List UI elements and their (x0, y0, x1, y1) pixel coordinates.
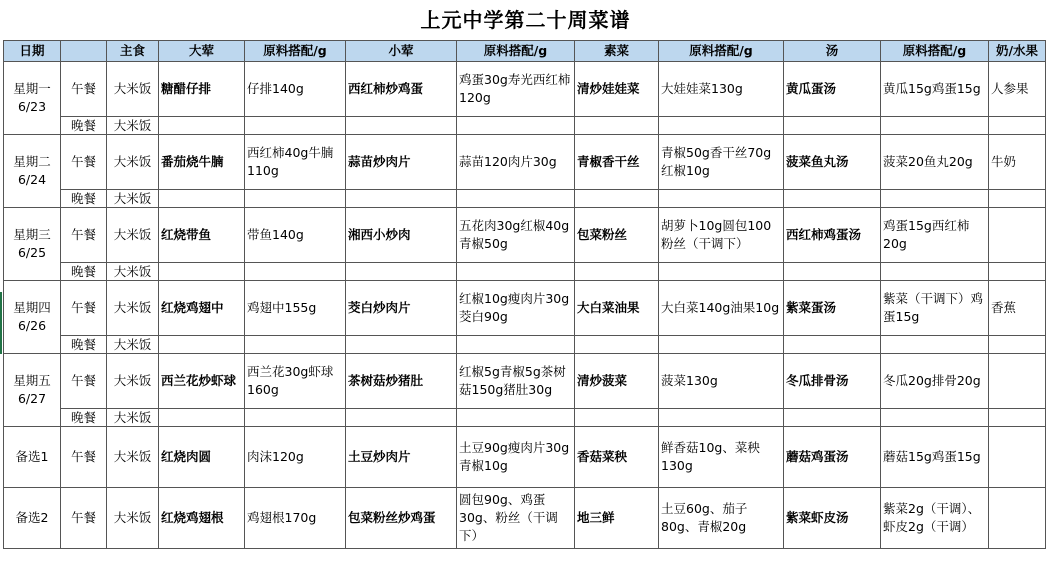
staple-cell[interactable]: 大米饭 (107, 409, 159, 427)
small-meat-ingredients-cell[interactable] (457, 117, 575, 135)
soup-cell[interactable]: 紫菜虾皮汤 (784, 488, 881, 549)
small-meat-cell[interactable] (346, 117, 457, 135)
date-label: 6/27 (17, 391, 47, 406)
table-row (4, 281, 1046, 336)
soup-ingredients-cell[interactable] (881, 263, 989, 281)
vegetable-cell[interactable]: 青椒香干丝 (575, 135, 659, 190)
table-row (4, 62, 1046, 117)
big-meat-cell[interactable] (159, 117, 245, 135)
small-meat-ingredients-cell[interactable]: 五花肉30g红椒40g青椒50g (457, 208, 575, 263)
big-meat-cell[interactable]: 红烧鸡翅根 (159, 488, 245, 549)
header-soup-ingredients[interactable]: 原料搭配/g (881, 41, 989, 62)
small-meat-cell[interactable]: 湘西小炒肉 (346, 208, 457, 263)
vegetable-cell[interactable]: 大白菜油果 (575, 281, 659, 336)
vegetable-ingredients-cell[interactable]: 青椒50g香干丝70g红椒10g (659, 135, 784, 190)
table-row (4, 208, 1046, 263)
milk-fruit-cell[interactable]: 香蕉 (989, 281, 1046, 336)
header-small-meat-ingredients[interactable]: 原料搭配/g (457, 41, 575, 62)
staple-cell[interactable]: 大米饭 (107, 281, 159, 336)
table-row (4, 354, 1046, 409)
small-meat-ingredients-cell[interactable]: 圆包90g、鸡蛋30g、粉丝（干调下） (457, 488, 575, 549)
small-meat-cell[interactable] (346, 336, 457, 354)
weekday-label: 星期五 (13, 373, 51, 388)
small-meat-cell[interactable]: 西红柿炒鸡蛋 (346, 62, 457, 117)
header-vegetable[interactable]: 素菜 (575, 41, 659, 62)
small-meat-ingredients-cell[interactable] (457, 263, 575, 281)
day-cell[interactable] (4, 354, 61, 427)
big-meat-ingredients-cell[interactable]: 鸡翅根170g (245, 488, 346, 549)
vegetable-cell[interactable]: 地三鲜 (575, 488, 659, 549)
small-meat-cell[interactable]: 茶树菇炒猪肚 (346, 354, 457, 409)
milk-fruit-cell[interactable] (989, 263, 1046, 281)
staple-cell[interactable]: 大米饭 (107, 263, 159, 281)
staple-cell[interactable]: 大米饭 (107, 354, 159, 409)
big-meat-ingredients-cell[interactable]: 仔排140g (245, 62, 346, 117)
staple-cell[interactable]: 大米饭 (107, 135, 159, 190)
milk-fruit-cell[interactable] (989, 336, 1046, 354)
vegetable-cell[interactable]: 清炒娃娃菜 (575, 62, 659, 117)
big-meat-cell[interactable] (159, 336, 245, 354)
vegetable-cell[interactable]: 清炒菠菜 (575, 354, 659, 409)
big-meat-ingredients-cell[interactable] (245, 117, 346, 135)
vegetable-cell[interactable] (575, 409, 659, 427)
soup-ingredients-cell[interactable] (881, 117, 989, 135)
big-meat-cell[interactable]: 番茄烧牛腩 (159, 135, 245, 190)
big-meat-cell[interactable]: 西兰花炒虾球 (159, 354, 245, 409)
small-meat-ingredients-cell[interactable] (457, 409, 575, 427)
big-meat-ingredients-cell[interactable]: 西红柿40g牛腩110g (245, 135, 346, 190)
vegetable-ingredients-cell[interactable] (659, 336, 784, 354)
milk-fruit-cell[interactable] (989, 427, 1046, 488)
big-meat-ingredients-cell[interactable] (245, 263, 346, 281)
soup-ingredients-cell[interactable] (881, 336, 989, 354)
header-date[interactable]: 日期 (4, 41, 61, 62)
weekday-label: 星期三 (13, 227, 51, 242)
header-vegetable-ingredients[interactable]: 原料搭配/g (659, 41, 784, 62)
soup-cell[interactable]: 蘑菇鸡蛋汤 (784, 427, 881, 488)
small-meat-cell[interactable]: 蒜苗炒肉片 (346, 135, 457, 190)
weekday-label: 星期二 (13, 154, 51, 169)
big-meat-cell[interactable] (159, 263, 245, 281)
meal-cell[interactable]: 午餐 (61, 281, 107, 336)
milk-fruit-cell[interactable]: 牛奶 (989, 135, 1046, 190)
meal-cell[interactable]: 午餐 (61, 62, 107, 117)
meal-cell[interactable]: 午餐 (61, 488, 107, 549)
soup-ingredients-cell[interactable]: 蘑菇15g鸡蛋15g (881, 427, 989, 488)
milk-fruit-cell[interactable]: 人参果 (989, 62, 1046, 117)
vegetable-ingredients-cell[interactable]: 菠菜130g (659, 354, 784, 409)
staple-cell[interactable]: 大米饭 (107, 190, 159, 208)
small-meat-cell[interactable] (346, 190, 457, 208)
soup-ingredients-cell[interactable]: 紫菜（干调下）鸡蛋15g (881, 281, 989, 336)
table-row (4, 427, 1046, 488)
small-meat-ingredients-cell[interactable]: 红椒5g青椒5g茶树菇150g猪肚30g (457, 354, 575, 409)
table-row (4, 409, 1046, 427)
soup-ingredients-cell[interactable]: 紫菜2g（干调）、虾皮2g（干调） (881, 488, 989, 549)
small-meat-cell[interactable]: 土豆炒肉片 (346, 427, 457, 488)
vegetable-ingredients-cell[interactable] (659, 190, 784, 208)
alternative-label-cell[interactable]: 备选2 (4, 488, 61, 549)
big-meat-cell[interactable]: 红烧带鱼 (159, 208, 245, 263)
milk-fruit-cell[interactable] (989, 208, 1046, 263)
big-meat-cell[interactable]: 糖醋仔排 (159, 62, 245, 117)
header-big-meat[interactable]: 大荤 (159, 41, 245, 62)
weekday-label: 星期一 (13, 81, 51, 96)
vegetable-ingredients-cell[interactable]: 鲜香菇10g、菜秧130g (659, 427, 784, 488)
staple-cell[interactable]: 大米饭 (107, 117, 159, 135)
meal-cell[interactable]: 晚餐 (61, 409, 107, 427)
milk-fruit-cell[interactable] (989, 190, 1046, 208)
table-row (4, 135, 1046, 190)
date-label: 6/25 (17, 245, 47, 260)
soup-ingredients-cell[interactable] (881, 190, 989, 208)
menu-title: 上元中学第二十周菜谱 (420, 8, 631, 32)
vegetable-ingredients-cell[interactable]: 胡萝卜10g圆包100粉丝（干调下） (659, 208, 784, 263)
soup-cell[interactable]: 菠菜鱼丸汤 (784, 135, 881, 190)
big-meat-ingredients-cell[interactable]: 西兰花30g虾球160g (245, 354, 346, 409)
small-meat-cell[interactable]: 茭白炒肉片 (346, 281, 457, 336)
small-meat-ingredients-cell[interactable]: 红椒10g瘦肉片30g茭白90g (457, 281, 575, 336)
header-milk-fruit[interactable]: 奶/水果 (989, 41, 1046, 62)
date-label: 6/24 (17, 172, 47, 187)
vegetable-cell[interactable] (575, 190, 659, 208)
meal-cell[interactable]: 晚餐 (61, 336, 107, 354)
soup-ingredients-cell[interactable]: 鸡蛋15g西红柿20g (881, 208, 989, 263)
header-small-meat[interactable]: 小荤 (346, 41, 457, 62)
header-meal[interactable] (61, 41, 107, 62)
header-row (4, 41, 1046, 62)
day-cell[interactable] (4, 208, 61, 281)
header-big-meat-ingredients[interactable]: 原料搭配/g (245, 41, 346, 62)
soup-cell[interactable]: 黄瓜蛋汤 (784, 62, 881, 117)
day-cell[interactable] (4, 281, 61, 354)
day-cell[interactable] (4, 135, 61, 208)
vegetable-ingredients-cell[interactable] (659, 409, 784, 427)
soup-cell[interactable] (784, 336, 881, 354)
soup-cell[interactable] (784, 263, 881, 281)
staple-cell[interactable]: 大米饭 (107, 488, 159, 549)
big-meat-ingredients-cell[interactable] (245, 336, 346, 354)
meal-cell[interactable]: 午餐 (61, 354, 107, 409)
staple-cell[interactable]: 大米饭 (107, 336, 159, 354)
milk-fruit-cell[interactable] (989, 354, 1046, 409)
vegetable-ingredients-cell[interactable]: 大白菜140g油果10g (659, 281, 784, 336)
meal-cell[interactable]: 午餐 (61, 427, 107, 488)
small-meat-cell[interactable] (346, 409, 457, 427)
small-meat-ingredients-cell[interactable]: 土豆90g瘦肉片30g青椒10g (457, 427, 575, 488)
soup-cell[interactable]: 西红柿鸡蛋汤 (784, 208, 881, 263)
row-selection-marker (0, 292, 2, 354)
milk-fruit-cell[interactable] (989, 409, 1046, 427)
vegetable-cell[interactable] (575, 336, 659, 354)
milk-fruit-cell[interactable] (989, 488, 1046, 549)
soup-cell[interactable] (784, 409, 881, 427)
vegetable-cell[interactable] (575, 117, 659, 135)
meal-cell[interactable]: 午餐 (61, 208, 107, 263)
soup-cell[interactable]: 冬瓜排骨汤 (784, 354, 881, 409)
big-meat-ingredients-cell[interactable]: 带鱼140g (245, 208, 346, 263)
small-meat-ingredients-cell[interactable] (457, 336, 575, 354)
table-row (4, 190, 1046, 208)
big-meat-cell[interactable] (159, 190, 245, 208)
small-meat-ingredients-cell[interactable]: 鸡蛋30g寿光西红柿120g (457, 62, 575, 117)
staple-cell[interactable]: 大米饭 (107, 208, 159, 263)
vegetable-cell[interactable] (575, 263, 659, 281)
staple-cell[interactable]: 大米饭 (107, 427, 159, 488)
milk-fruit-cell[interactable] (989, 117, 1046, 135)
vegetable-cell[interactable]: 包菜粉丝 (575, 208, 659, 263)
soup-ingredients-cell[interactable]: 黄瓜15g鸡蛋15g (881, 62, 989, 117)
meal-cell[interactable]: 晚餐 (61, 190, 107, 208)
header-soup[interactable]: 汤 (784, 41, 881, 62)
big-meat-ingredients-cell[interactable] (245, 190, 346, 208)
big-meat-cell[interactable]: 红烧鸡翅中 (159, 281, 245, 336)
vegetable-ingredients-cell[interactable] (659, 117, 784, 135)
meal-cell[interactable]: 午餐 (61, 135, 107, 190)
small-meat-ingredients-cell[interactable] (457, 190, 575, 208)
vegetable-ingredients-cell[interactable]: 土豆60g、茄子80g、青椒20g (659, 488, 784, 549)
menu-table (3, 40, 1046, 549)
vegetable-ingredients-cell[interactable]: 大娃娃菜130g (659, 62, 784, 117)
alternative-label-cell[interactable]: 备选1 (4, 427, 61, 488)
table-row (4, 336, 1046, 354)
big-meat-cell[interactable] (159, 409, 245, 427)
soup-ingredients-cell[interactable]: 菠菜20鱼丸20g (881, 135, 989, 190)
soup-cell[interactable] (784, 117, 881, 135)
small-meat-cell[interactable] (346, 263, 457, 281)
staple-cell[interactable]: 大米饭 (107, 62, 159, 117)
big-meat-ingredients-cell[interactable] (245, 409, 346, 427)
day-cell[interactable] (4, 62, 61, 135)
date-label: 6/23 (17, 99, 47, 114)
small-meat-cell[interactable]: 包菜粉丝炒鸡蛋 (346, 488, 457, 549)
meal-cell[interactable]: 晚餐 (61, 117, 107, 135)
date-label: 6/26 (17, 318, 47, 333)
table-row (4, 263, 1046, 281)
big-meat-ingredients-cell[interactable]: 鸡翅中155g (245, 281, 346, 336)
vegetable-cell[interactable]: 香菇菜秧 (575, 427, 659, 488)
soup-ingredients-cell[interactable]: 冬瓜20g排骨20g (881, 354, 989, 409)
small-meat-ingredients-cell[interactable]: 蒜苗120肉片30g (457, 135, 575, 190)
meal-cell[interactable]: 晚餐 (61, 263, 107, 281)
table-row (4, 117, 1046, 135)
big-meat-ingredients-cell[interactable]: 肉沫120g (245, 427, 346, 488)
weekday-label: 星期四 (13, 300, 51, 315)
soup-cell[interactable]: 紫菜蛋汤 (784, 281, 881, 336)
header-staple[interactable]: 主食 (107, 41, 159, 62)
vegetable-ingredients-cell[interactable] (659, 263, 784, 281)
big-meat-cell[interactable]: 红烧肉圆 (159, 427, 245, 488)
table-row (4, 488, 1046, 549)
soup-cell[interactable] (784, 190, 881, 208)
soup-ingredients-cell[interactable] (881, 409, 989, 427)
